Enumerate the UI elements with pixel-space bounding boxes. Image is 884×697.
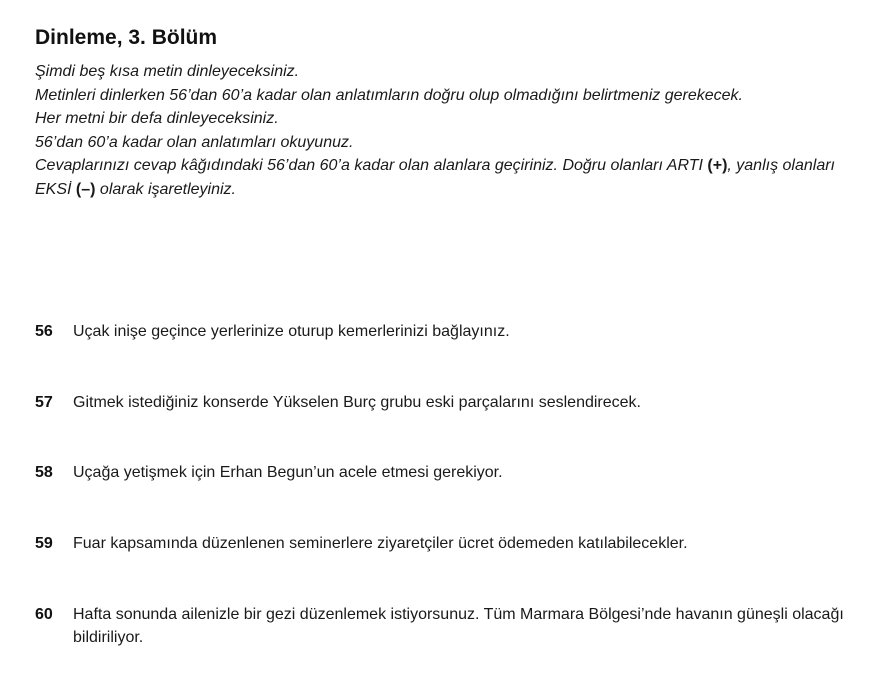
statement-number: 58 <box>35 464 53 481</box>
statement-number: 57 <box>35 394 53 411</box>
statement-number: 59 <box>35 535 53 552</box>
statement-text: Fuar kapsamında düzenlenen seminerlere ziyaretçiler ücret ödemeden katılabilecekler. <box>73 535 688 552</box>
instruction-line-2: Metinleri dinlerken 56’dan 60’a kadar olan anlatımların doğru olup olmadığını belirtmeniz gerekecek. <box>35 86 743 104</box>
instruction-line-4: 56’dan 60’a kadar olan anlatımları okuyunuz. <box>35 133 354 151</box>
statement-number: 56 <box>35 323 53 340</box>
minus-symbol: (–) <box>75 180 96 198</box>
instruction-line-5-part-b: , yanlış olanları EKSİ <box>35 157 835 198</box>
instruction-line-5-part-a: Cevaplarınızı cevap kâğıdındaki 56’dan 60’a kadar olan alanlara geçiriniz. Doğru olanları ARTI <box>35 157 708 174</box>
statement-text: Gitmek istediğiniz konserde Yükselen Burç grubu eski parçalarını seslendirecek. <box>73 394 641 411</box>
instruction-line-1: Şimdi beş kısa metin dinleyeceksiniz. <box>35 63 300 80</box>
statement-number: 60 <box>35 606 53 623</box>
statement-text: Uçağa yetişmek için Erhan Begun’un acele etmesi gerekiyor. <box>73 464 503 481</box>
statement-text: Hafta sonunda ailenizle bir gezi düzenlemek istiyorsunuz. Tüm Marmara Bölgesi’nde havanın güneşli olacağı bildiriliyor. <box>73 606 844 646</box>
statement-text: Uçak inişe geçince yerlerinize oturup kemerlerinizi bağlayınız. <box>73 323 510 340</box>
page-content <box>35 24 855 201</box>
section-title: Dinleme, 3. Bölüm <box>35 26 218 49</box>
plus-symbol: (+) <box>707 157 728 174</box>
instruction-line-5-part-c: olarak işaretleyiniz. <box>95 180 236 198</box>
instructions <box>35 60 855 201</box>
instruction-line-5 <box>35 154 855 201</box>
instruction-line-3: Her metni bir defa dinleyeceksiniz. <box>35 110 279 127</box>
